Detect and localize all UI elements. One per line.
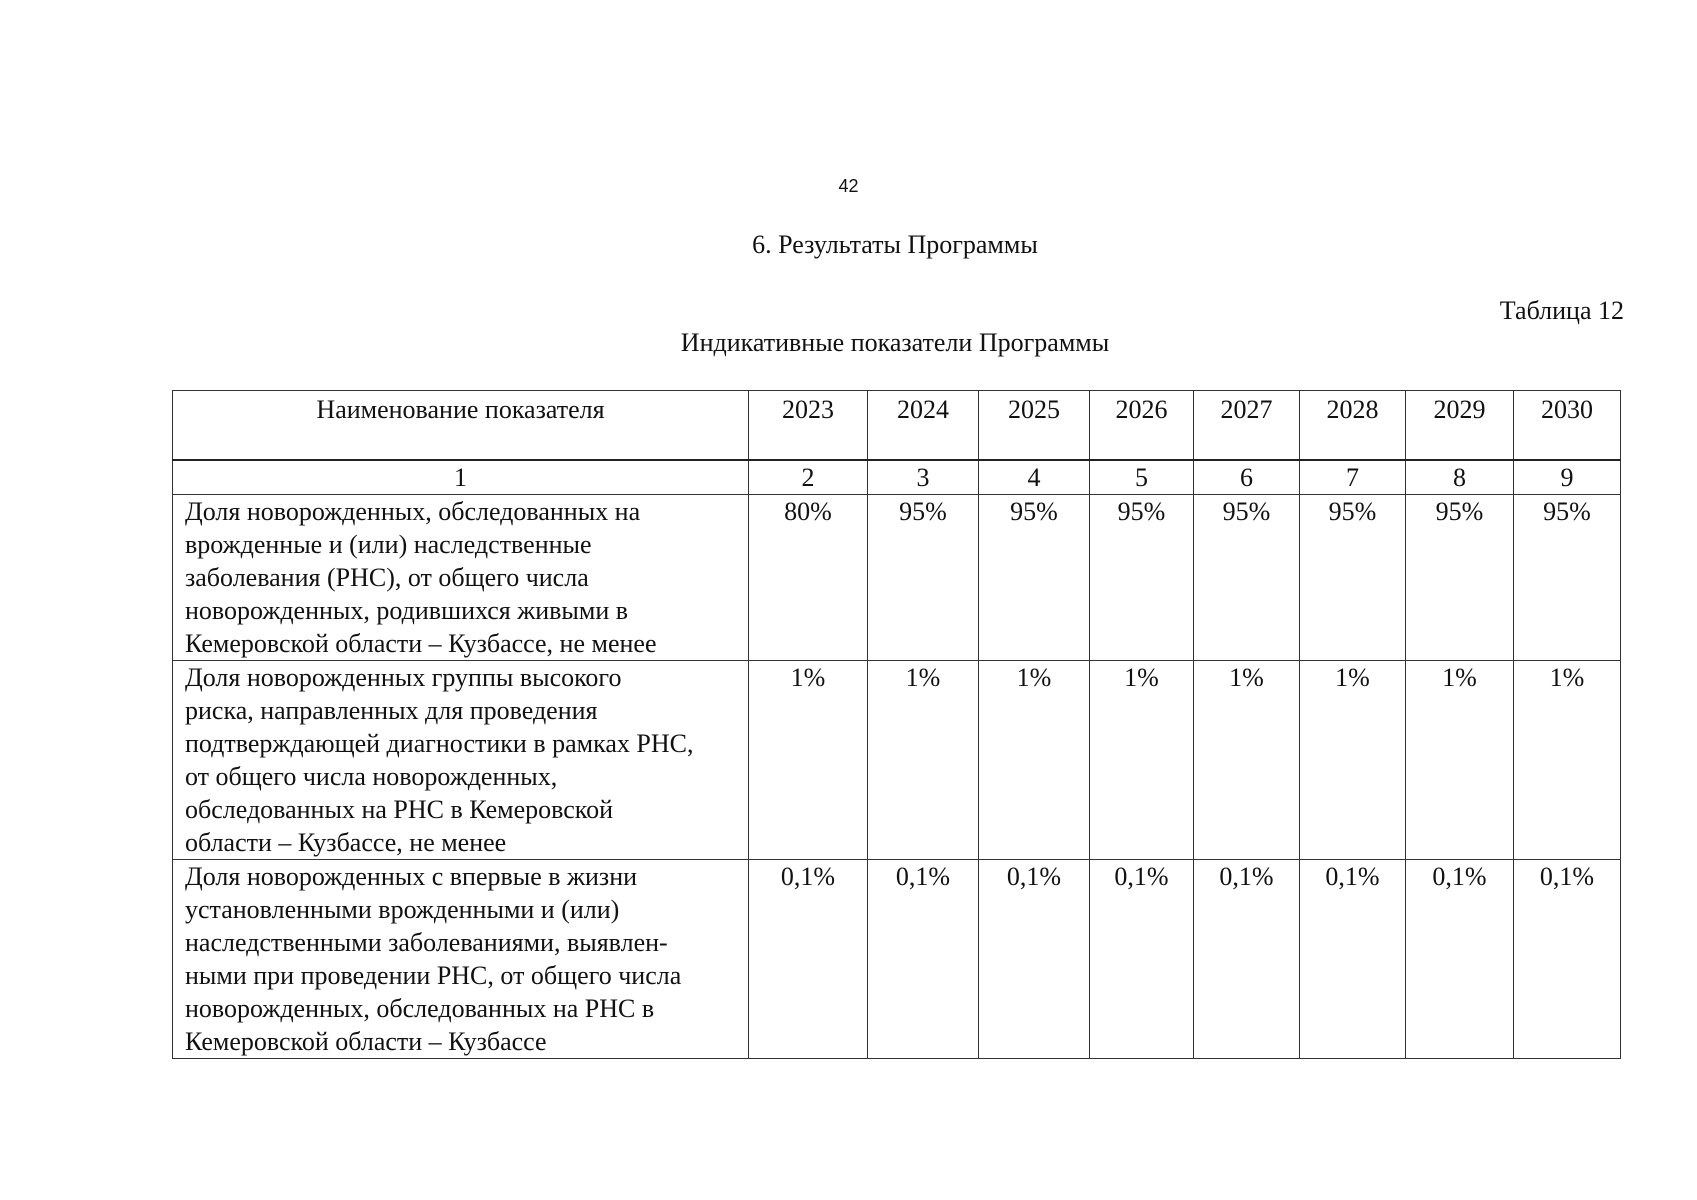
header-year: 2023 (749, 391, 868, 461)
header-year: 2025 (979, 391, 1090, 461)
indicator-value: 95% (1090, 495, 1194, 661)
table-header (173, 391, 1621, 461)
header-year: 2027 (1194, 391, 1300, 461)
indicator-value: 80% (749, 495, 868, 661)
indicator-name-line: Доля новорожденных с впервые в жизни (185, 862, 638, 891)
table-row (173, 495, 1621, 661)
indicator-value: 1% (1090, 661, 1194, 860)
page-number: 42 (838, 176, 859, 196)
table-row (173, 860, 1621, 1059)
indicator-value: 0,1% (1300, 860, 1406, 1059)
indicator-value: 0,1% (868, 860, 979, 1059)
indicator-name-line: от общего числа новорожденных, (185, 762, 558, 791)
indicator-name (173, 495, 749, 661)
indicator-value: 0,1% (1514, 860, 1621, 1059)
indicator-name-line: риска, направленных для проведения (185, 696, 598, 725)
table-label: Таблица 12 (1499, 296, 1624, 325)
indicator-value: 95% (1300, 495, 1406, 661)
header-year: 2030 (1514, 391, 1621, 461)
indicator-value: 1% (1514, 661, 1621, 860)
column-number: 3 (868, 460, 979, 495)
indicator-value: 95% (1514, 495, 1621, 661)
indicator-value: 0,1% (1406, 860, 1514, 1059)
indicator-name-line: наследственными заболеваниями, выявлен- (185, 928, 668, 957)
indicator-name-line: врожденные и (или) наследственные (185, 530, 592, 559)
header-year: 2026 (1090, 391, 1194, 461)
table-title: Индикативные показатели Программы (680, 328, 1110, 357)
indicators-table (172, 390, 1621, 1059)
column-number-row (173, 460, 1621, 495)
indicator-value: 1% (1194, 661, 1300, 860)
header-indicator-name: Наименование показателя (173, 391, 749, 461)
indicator-name (173, 661, 749, 860)
indicator-value: 0,1% (1090, 860, 1194, 1059)
header-year: 2024 (868, 391, 979, 461)
table-row (173, 661, 1621, 860)
indicator-value: 95% (979, 495, 1090, 661)
indicator-value: 0,1% (749, 860, 868, 1059)
column-number: 7 (1300, 460, 1406, 495)
indicator-name-line: новорожденных, обследованных на РНС в (185, 994, 655, 1023)
column-number: 2 (749, 460, 868, 495)
header-row (173, 391, 1621, 461)
indicator-name-line: области – Кузбассе, не менее (185, 828, 507, 857)
indicator-name (173, 860, 749, 1059)
indicator-value: 1% (1300, 661, 1406, 860)
column-number: 5 (1090, 460, 1194, 495)
indicator-name-line: Кемеровской области – Кузбассе, не менее (185, 629, 657, 658)
indicator-value: 0,1% (1194, 860, 1300, 1059)
indicator-value: 95% (1194, 495, 1300, 661)
table-body (173, 460, 1621, 1059)
column-number: 6 (1194, 460, 1300, 495)
header-year: 2029 (1406, 391, 1514, 461)
indicator-name-line: Доля новорожденных, обследованных на (185, 497, 641, 526)
indicator-name-line: ными при проведении РНС, от общего числа (185, 961, 682, 990)
indicator-value: 0,1% (979, 860, 1090, 1059)
header-year: 2028 (1300, 391, 1406, 461)
indicator-name-line: заболевания (РНС), от общего числа (185, 563, 589, 592)
indicator-value: 95% (868, 495, 979, 661)
indicator-value: 95% (1406, 495, 1514, 661)
indicator-value: 1% (1406, 661, 1514, 860)
column-number: 4 (979, 460, 1090, 495)
indicator-value: 1% (749, 661, 868, 860)
indicator-name-line: новорожденных, родившихся живыми в (185, 596, 629, 625)
indicator-name-line: Кемеровской области – Кузбассе (185, 1027, 547, 1056)
indicator-value: 1% (979, 661, 1090, 860)
column-number: 9 (1514, 460, 1621, 495)
indicator-name-line: установленными врожденными и (или) (185, 895, 620, 924)
column-number: 1 (173, 460, 749, 495)
indicator-name-line: подтверждающей диагностики в рамках РНС, (185, 729, 694, 758)
indicator-value: 1% (868, 661, 979, 860)
column-number: 8 (1406, 460, 1514, 495)
indicator-name-line: Доля новорожденных группы высокого (185, 663, 622, 692)
indicator-name-line: обследованных на РНС в Кемеровской (185, 795, 614, 824)
section-title: 6. Результаты Программы (752, 230, 1038, 259)
